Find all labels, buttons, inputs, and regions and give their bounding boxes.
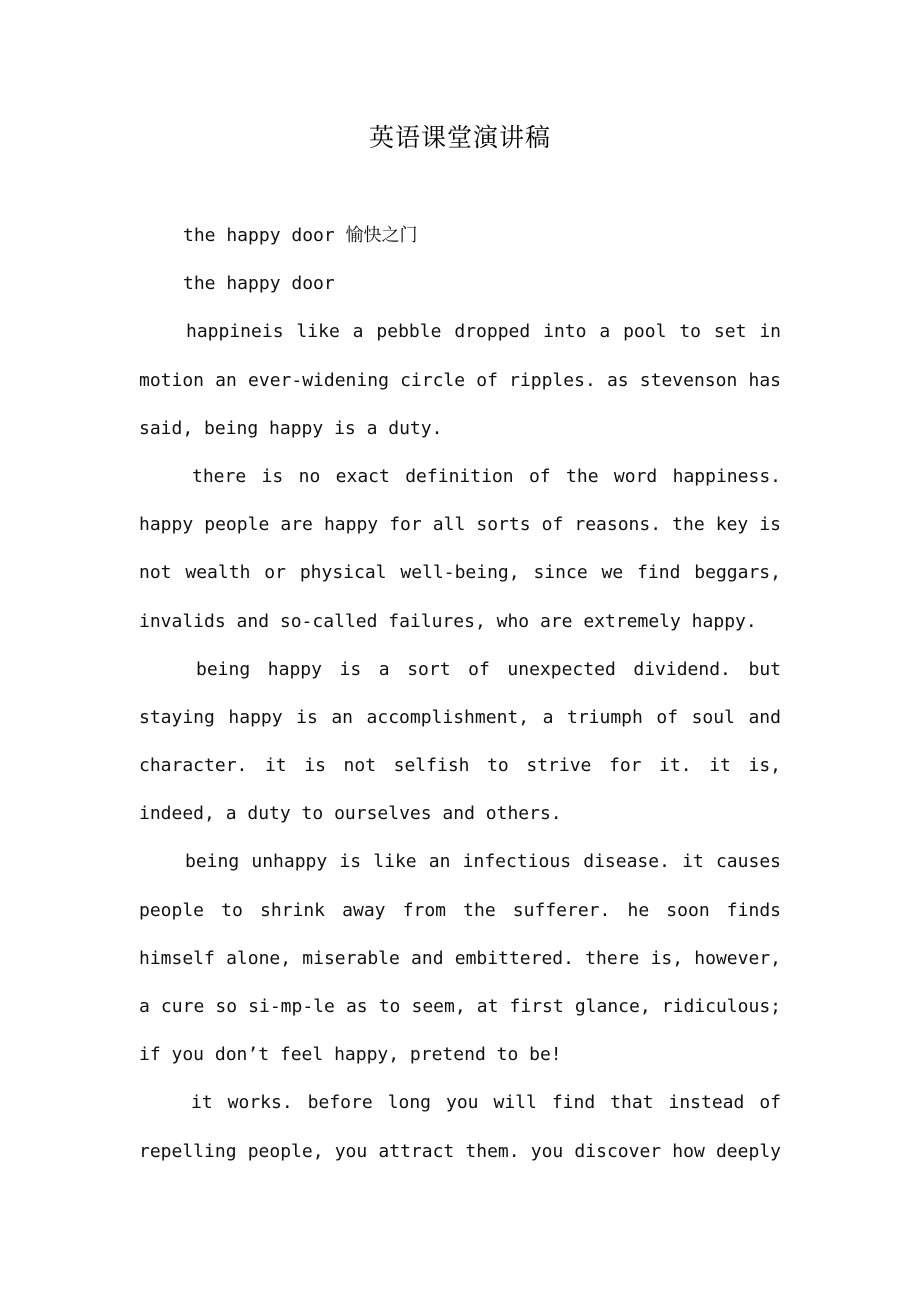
paragraph-line: happy people are happy for all sorts of reasons. the key is	[139, 514, 781, 536]
paragraph-line: invalids and so-called failures, who are extremely happy.	[139, 610, 757, 632]
paragraph-line: himself alone, miserable and embittered. there is, however,	[139, 947, 781, 969]
paragraph-line: if you don’t feel happy, pretend to be!	[139, 1044, 562, 1066]
paragraph-line: people to shrink away from the sufferer. he soon finds	[139, 899, 781, 921]
document-body	[139, 212, 781, 1176]
paragraph-line: indeed, a duty to ourselves and others.	[139, 803, 562, 825]
paragraph-line: there is no exact definition of the word happiness.	[192, 465, 781, 487]
paragraph-line: character. it is not selfish to strive for it. it is,	[139, 755, 781, 777]
paragraph-line: happineis like a pebble dropped into a pool to set in	[186, 321, 781, 343]
paragraph-line: staying happy is an accomplishment, a triumph of soul and	[139, 706, 781, 728]
paragraph-line: being happy is a sort of unexpected dividend. but	[196, 658, 781, 680]
paragraph-line: being unhappy is like an infectious disease. it causes	[185, 851, 781, 873]
paragraph-line: motion an ever-widening circle of ripples. as stevenson has	[139, 369, 781, 391]
paragraph-line: it works. before long you will find that instead of	[191, 1092, 781, 1114]
text-line: the happy door	[183, 273, 335, 295]
document-title: 英语课堂演讲稿	[368, 123, 551, 152]
paragraph-line: not wealth or physical well-being, since we find beggars,	[139, 562, 781, 584]
paragraph-line: a cure so si-mp-le as to seem, at first glance, ridiculous;	[139, 996, 781, 1017]
paragraph-line: repelling people, you attract them. you discover how deeply	[139, 1140, 781, 1162]
paragraph-line: said, being happy is a duty.	[139, 417, 443, 439]
text-line: the happy door 愉快之门	[183, 225, 418, 246]
